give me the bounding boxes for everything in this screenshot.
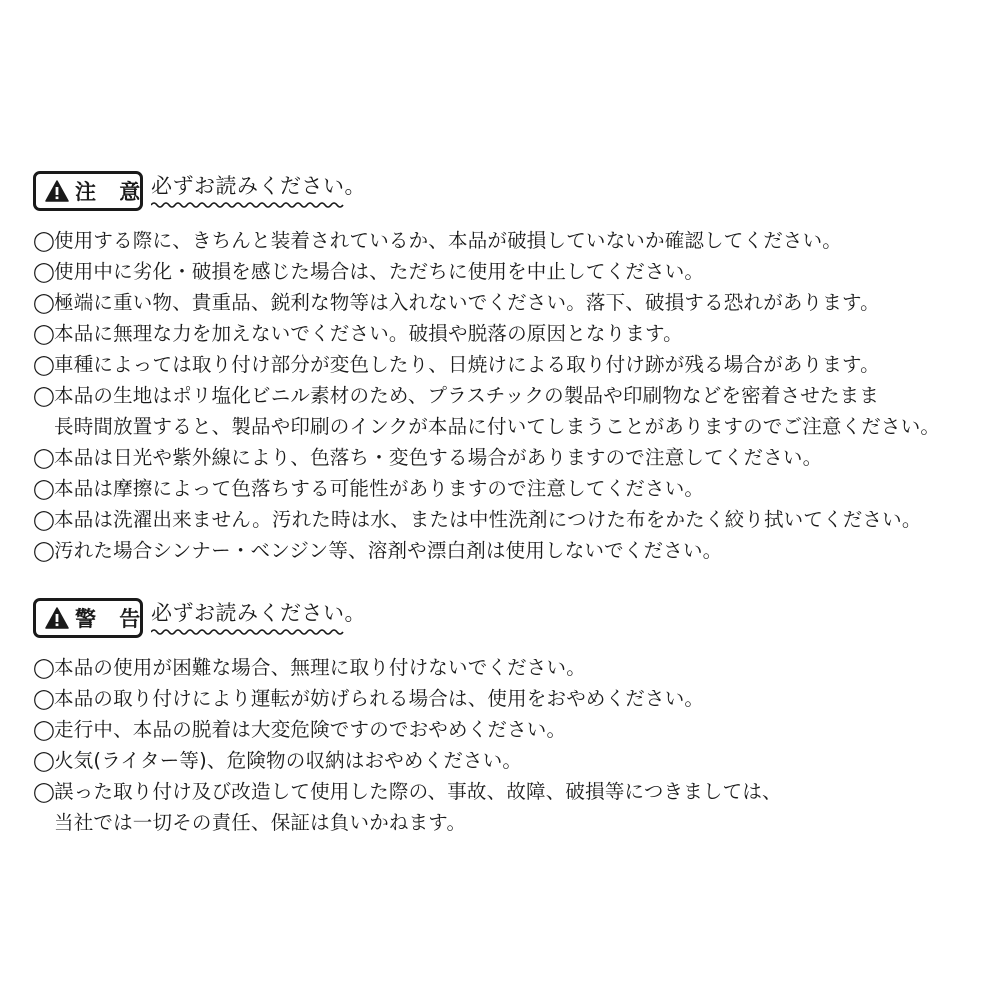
bullet-circle: ◯: [33, 508, 56, 531]
caution-badge-label: 注 意: [75, 180, 149, 204]
caution-list: [33, 225, 983, 566]
bullet-circle: ◯: [33, 749, 56, 772]
wavy-underline: [151, 628, 347, 636]
list-item: [33, 318, 983, 349]
warning-badge-label: 警 告: [75, 607, 149, 631]
list-item-continuation: 当社では一切その責任、保証は負いかねます。: [54, 811, 467, 834]
list-item-text: 車種によっては取り付け部分が変色したり、日焼けによる取り付け跡が残る場合があります。: [54, 353, 880, 376]
warning-list: [33, 652, 983, 838]
list-item: [33, 745, 983, 776]
list-item-text: 火気(ライター等)、危険物の収納はおやめください。: [54, 749, 523, 772]
list-item: [33, 776, 983, 838]
caution-header: [33, 171, 983, 225]
bullet-circle: ◯: [33, 384, 56, 407]
list-item-text: 使用中に劣化・破損を感じた場合は、ただちに使用を中止してください。: [54, 260, 705, 283]
warning-must-read: [151, 598, 366, 638]
list-item-text: 走行中、本品の脱着は大変危険ですのでおやめください。: [54, 718, 567, 741]
bullet-circle: ◯: [33, 718, 56, 741]
list-item: [33, 225, 983, 256]
warning-must-read-text: 必ずお読みください。: [151, 601, 366, 625]
bullet-circle: ◯: [33, 229, 56, 252]
warning-section: [33, 598, 983, 838]
bullet-circle: ◯: [33, 656, 56, 679]
warning-badge: [33, 598, 149, 638]
wavy-underline: [151, 201, 347, 209]
list-item: [33, 535, 983, 566]
list-item-text: 本品の生地はポリ塩化ビニル素材のため、プラスチックの製品や印刷物などを密着させたまま: [54, 384, 880, 407]
list-item: [33, 504, 983, 535]
list-item: [33, 683, 983, 714]
warning-triangle-icon: [45, 607, 69, 629]
bullet-circle: ◯: [33, 446, 56, 469]
list-item-text: 本品は日光や紫外線により、色落ち・変色する場合がありますので注意してください。: [54, 446, 823, 469]
list-item-text: 本品の使用が困難な場合、無理に取り付けないでください。: [54, 656, 586, 679]
list-item-text: 極端に重い物、貴重品、鋭利な物等は入れないでください。落下、破損する恐れがあります。: [54, 291, 880, 314]
list-item: [33, 714, 983, 745]
list-item: [33, 256, 983, 287]
list-item-text: 本品は洗濯出来ません。汚れた時は水、または中性洗剤につけた布をかたく絞り拭いてください。: [54, 508, 922, 531]
list-item-text: 汚れた場合シンナー・ベンジン等、溶剤や漂白剤は使用しないでください。: [54, 539, 723, 562]
bullet-circle: ◯: [33, 780, 56, 803]
bullet-circle: ◯: [33, 687, 56, 710]
list-item-text: 本品に無理な力を加えないでください。破損や脱落の原因となります。: [54, 322, 683, 345]
bullet-circle: ◯: [33, 291, 56, 314]
list-item-text: 誤った取り付け及び改造して使用した際の、事故、故障、破損等につきましては、: [54, 780, 782, 803]
caution-must-read-text: 必ずお読みください。: [151, 174, 366, 198]
list-item: [33, 652, 983, 683]
bullet-circle: ◯: [33, 539, 56, 562]
caution-section: [33, 171, 983, 566]
bullet-circle: ◯: [33, 322, 56, 345]
bullet-circle: ◯: [33, 353, 56, 376]
list-item-text: 本品は摩擦によって色落ちする可能性がありますので注意してください。: [54, 477, 705, 500]
list-item-text: 使用する際に、きちんと装着されているか、本品が破損していないか確認してください。: [54, 229, 843, 252]
caution-must-read: [151, 171, 366, 211]
warning-triangle-icon: [45, 180, 69, 202]
list-item-continuation: 長時間放置すると、製品や印刷のインクが本品に付いてしまうことがありますのでご注意ください。: [54, 415, 941, 438]
list-item: [33, 473, 983, 504]
list-item: [33, 287, 983, 318]
list-item: [33, 349, 983, 380]
warning-header: [33, 598, 983, 652]
list-item: [33, 380, 983, 442]
list-item-text: 本品の取り付けにより運転が妨げられる場合は、使用をおやめください。: [54, 687, 705, 710]
bullet-circle: ◯: [33, 260, 56, 283]
caution-badge: [33, 171, 149, 211]
list-item: [33, 442, 983, 473]
bullet-circle: ◯: [33, 477, 56, 500]
